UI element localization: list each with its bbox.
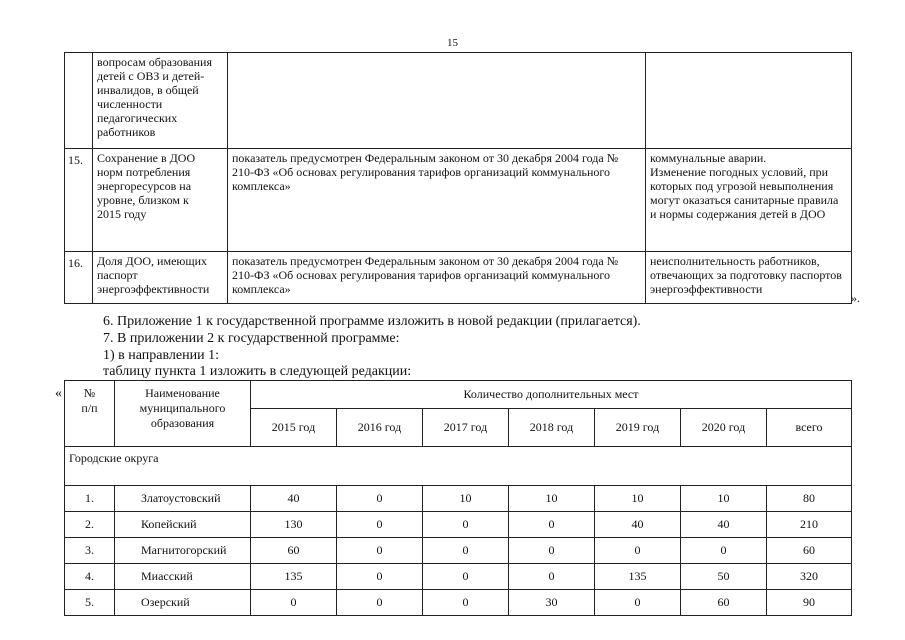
value-cell: 0 [509, 538, 595, 564]
closing-quote: ». [851, 291, 860, 305]
municipality-name: Златоустовский [115, 486, 251, 512]
row-number [65, 53, 93, 149]
row-number: 15. [65, 149, 93, 252]
table-row [65, 149, 852, 252]
risk-cell: коммунальные аварии. Изменение погодных условий, при которых под угрозой невыполнения могут оказаться санитарные правила и нормы содержания детей в ДОО [646, 149, 852, 252]
header-year: 2016 год [337, 409, 423, 447]
value-cell: 0 [509, 512, 595, 538]
header-name: Наименование муниципального образования [115, 381, 251, 447]
value-cell: 0 [423, 564, 509, 590]
municipality-name: Озерский [115, 590, 251, 616]
header-year: 2018 год [509, 409, 595, 447]
basis-cell [228, 53, 646, 149]
indicator-cell: Доля ДОО, имеющих паспорт энергоэффективности [93, 252, 228, 304]
header-year: 2019 год [595, 409, 681, 447]
value-cell: 50 [681, 564, 767, 590]
paragraph-7-2: таблицу пункта 1 изложить в следующей редакции: [103, 364, 412, 379]
header-total: всего [767, 409, 852, 447]
municipality-name: Копейский [115, 512, 251, 538]
value-cell: 10 [681, 486, 767, 512]
value-cell: 0 [337, 538, 423, 564]
value-cell: 0 [423, 590, 509, 616]
value-cell: 0 [681, 538, 767, 564]
basis-cell: показатель предусмотрен Федеральным законом от 30 декабря 2004 года № 210-ФЗ «Об основах регулирования тарифов организаций коммунального комплекса» [228, 252, 646, 304]
value-cell: 30 [509, 590, 595, 616]
value-cell: 10 [509, 486, 595, 512]
value-cell: 40 [251, 486, 337, 512]
total-cell: 80 [767, 486, 852, 512]
total-cell: 60 [767, 538, 852, 564]
row-number: 2. [65, 512, 115, 538]
value-cell: 0 [423, 512, 509, 538]
risk-cell [646, 53, 852, 149]
municipality-name: Миасский [115, 564, 251, 590]
row-number: 3. [65, 538, 115, 564]
value-cell: 0 [337, 564, 423, 590]
table-row [65, 252, 852, 304]
risk-cell: неисполнительность работников, отвечающих за подготовку паспортов энергоэффективности [646, 252, 852, 304]
page-number: 15 [447, 37, 458, 49]
value-cell: 130 [251, 512, 337, 538]
total-cell: 210 [767, 512, 852, 538]
value-cell: 0 [595, 590, 681, 616]
value-cell: 0 [509, 564, 595, 590]
header-row [65, 381, 852, 409]
value-cell: 0 [337, 512, 423, 538]
row-number: 5. [65, 590, 115, 616]
group-row [65, 447, 852, 486]
indicators-table [64, 52, 852, 304]
municipality-name: Магнитогорский [115, 538, 251, 564]
value-cell: 40 [681, 512, 767, 538]
value-cell: 10 [423, 486, 509, 512]
table-row [65, 538, 852, 564]
table-row [65, 53, 852, 149]
paragraph-6: 6. Приложение 1 к государственной программе изложить в новой редакции (прилагается). [103, 314, 641, 329]
row-number: 4. [65, 564, 115, 590]
value-cell: 135 [595, 564, 681, 590]
value-cell: 0 [423, 538, 509, 564]
total-cell: 320 [767, 564, 852, 590]
header-year: 2020 год [681, 409, 767, 447]
value-cell: 40 [595, 512, 681, 538]
opening-quote: « [55, 386, 62, 401]
table-row [65, 486, 852, 512]
table-row [65, 512, 852, 538]
header-year: 2015 год [251, 409, 337, 447]
indicator-cell: Сохранение в ДОО норм потребления энергоресурсов на уровне, близком к 2015 году [93, 149, 228, 252]
value-cell: 60 [681, 590, 767, 616]
header-num: № п/п [65, 381, 115, 447]
group-title: Городские округа [65, 447, 852, 486]
value-cell: 0 [251, 590, 337, 616]
value-cell: 60 [251, 538, 337, 564]
value-cell: 10 [595, 486, 681, 512]
additional-places-table [64, 380, 852, 616]
value-cell: 0 [595, 538, 681, 564]
header-year: 2017 год [423, 409, 509, 447]
paragraph-7-1: 1) в направлении 1: [103, 348, 219, 363]
total-cell: 90 [767, 590, 852, 616]
table-row [65, 590, 852, 616]
value-cell: 135 [251, 564, 337, 590]
header-group: Количество дополнительных мест [251, 381, 852, 409]
table-row [65, 564, 852, 590]
row-number: 1. [65, 486, 115, 512]
indicator-cell: вопросам образования детей с ОВЗ и детей- инвалидов, в общей численности педагогических работников [93, 53, 228, 149]
paragraph-7: 7. В приложении 2 к государственной программе: [103, 331, 400, 346]
basis-cell: показатель предусмотрен Федеральным законом от 30 декабря 2004 года № 210-ФЗ «Об основах регулирования тарифов организаций коммунального комплекса» [228, 149, 646, 252]
value-cell: 0 [337, 486, 423, 512]
row-number: 16. [65, 252, 93, 304]
value-cell: 0 [337, 590, 423, 616]
